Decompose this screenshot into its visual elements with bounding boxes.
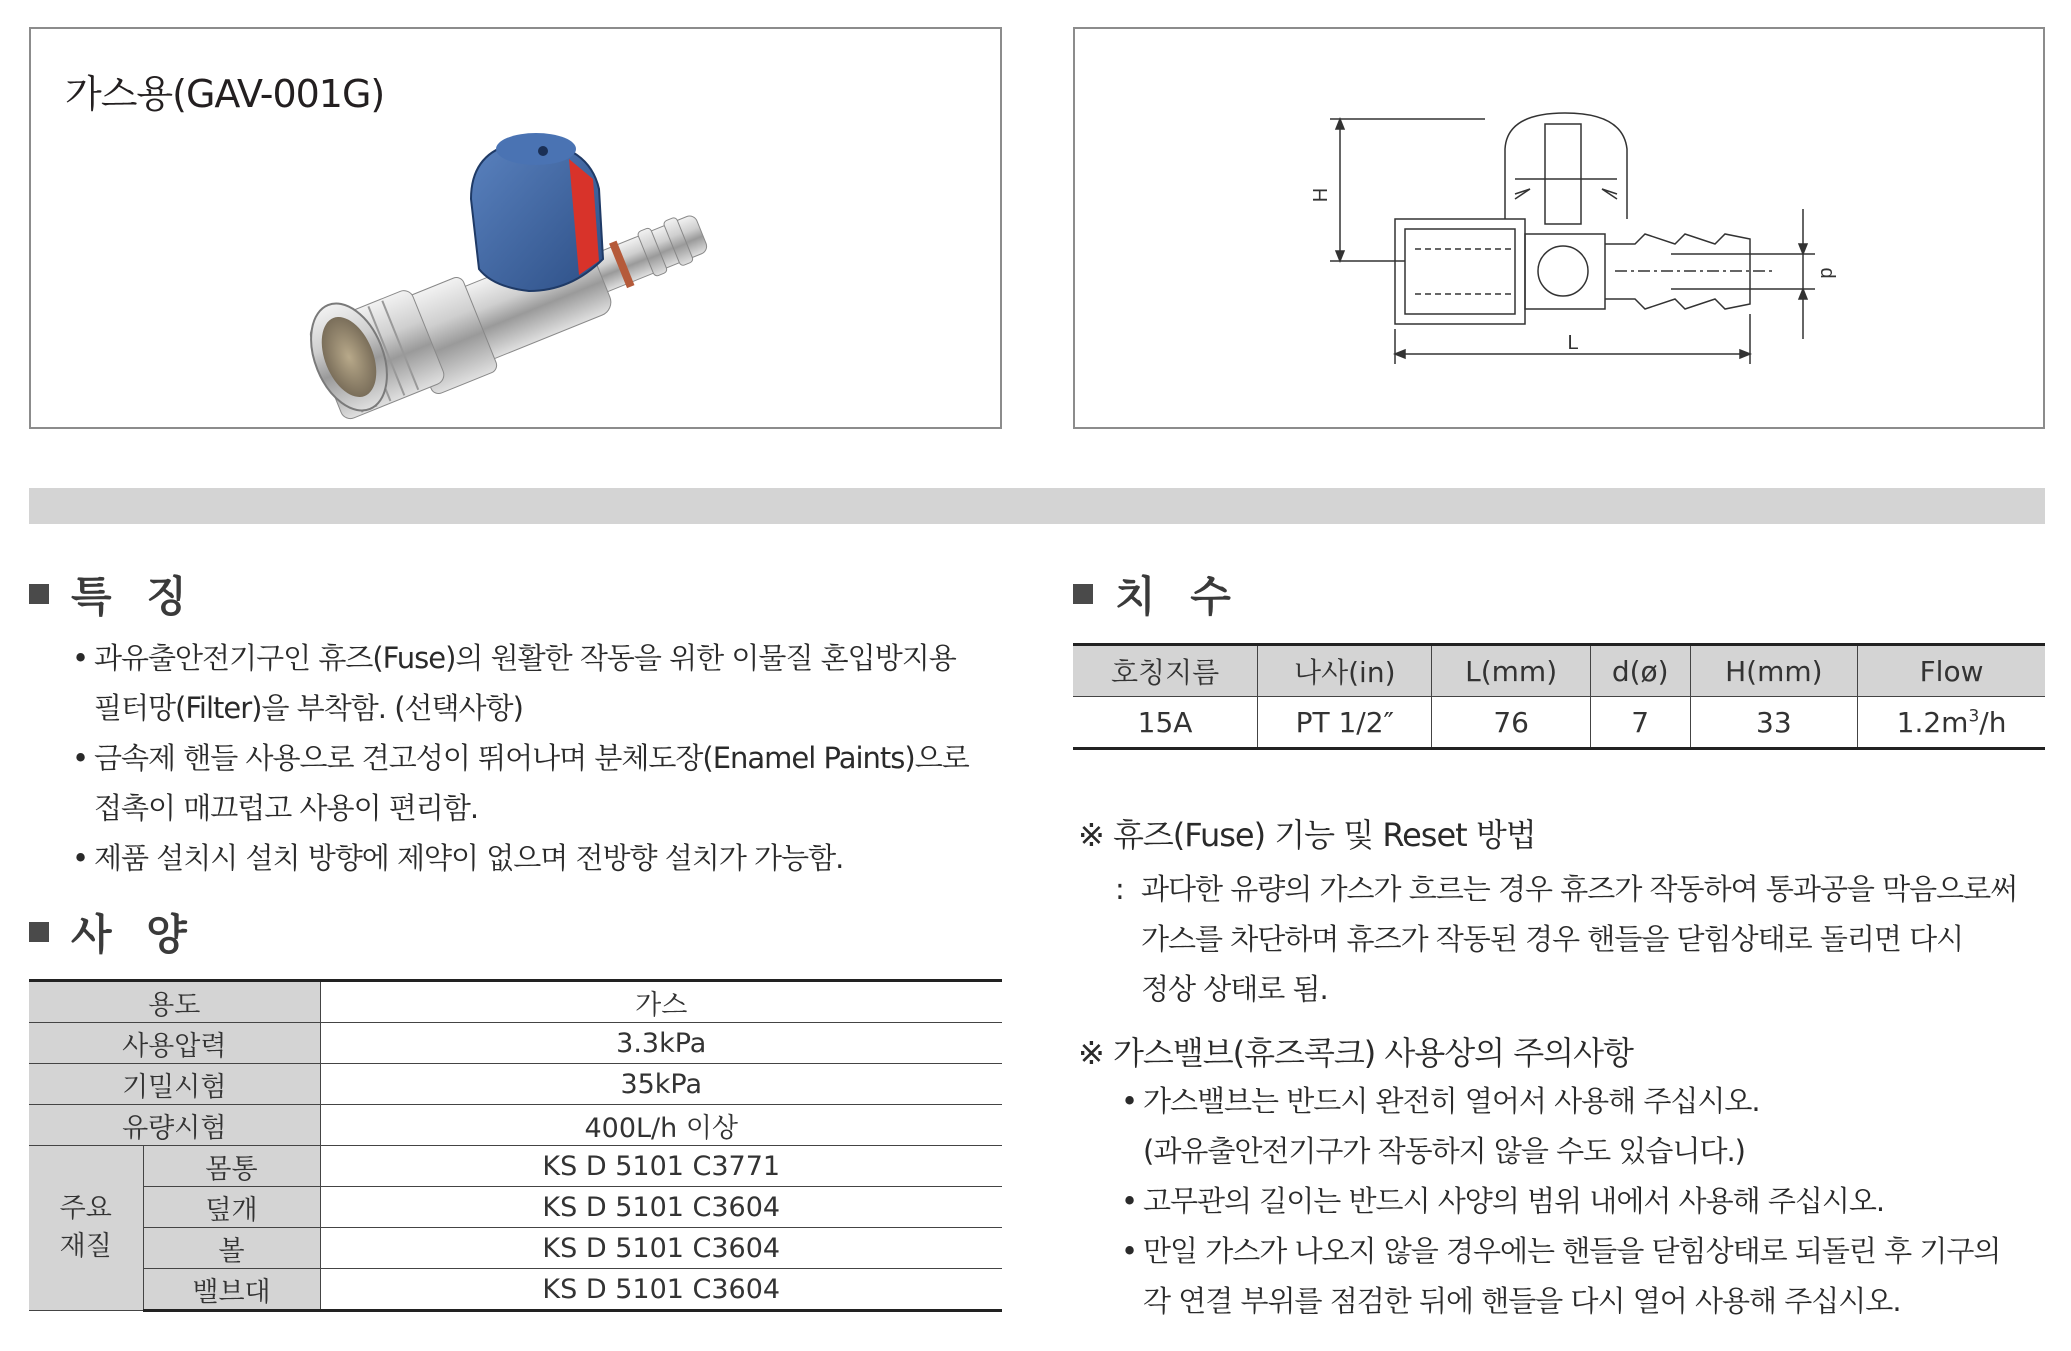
dimension-label-d: d <box>1816 267 1838 279</box>
caution-text: 가스밸브는 반드시 완전히 열어서 사용해 주십시오. <box>1143 1084 1760 1118</box>
table-header-row <box>1073 645 2045 697</box>
column-header: H(mm) <box>1690 645 1858 697</box>
feature-text: 과유출안전기구인 휴즈(Fuse)의 원활한 작동을 위한 이물질 혼입방지용 <box>94 641 956 675</box>
features-heading-text: 특 징 <box>71 572 197 621</box>
caution-list <box>1115 1076 2055 1326</box>
table-cell: PT 1/2″ <box>1258 697 1432 749</box>
column-header: 호칭지름 <box>1073 645 1258 697</box>
dimensions-heading <box>1073 564 1241 624</box>
spec-value: 400L/h 이상 <box>320 1105 1002 1146</box>
caution-text: 각 연결 부위를 점검한 뒤에 핸들을 다시 열어 사용해 주십시오. <box>1143 1284 1901 1318</box>
material-group-label <box>29 1146 143 1311</box>
table-cell: 7 <box>1590 697 1690 749</box>
spec-label: 사용압력 <box>29 1023 320 1064</box>
gas-valve-image <box>31 29 1000 427</box>
flow-value: 1.2m <box>1896 705 1969 739</box>
column-header: L(mm) <box>1432 645 1590 697</box>
caution-text: (과유출안전기구가 작동하지 않을 수도 있습니다.) <box>1143 1134 1745 1168</box>
caution-text: 고무관의 길이는 반드시 사양의 범위 내에서 사용해 주십시오. <box>1143 1184 1885 1218</box>
flow-cell <box>1858 697 2045 749</box>
table-row <box>29 981 1002 1023</box>
material-value: KS D 5101 C3604 <box>320 1228 1002 1269</box>
spec-label: 기밀시험 <box>29 1064 320 1105</box>
table-cell: 15A <box>1073 697 1258 749</box>
table-row <box>29 1187 1002 1228</box>
material-label: 몸통 <box>143 1146 320 1187</box>
product-title: 가스용(GAV-001G) <box>65 72 385 116</box>
caution-item-continued <box>1115 1276 2055 1326</box>
spec-label: 유량시험 <box>29 1105 320 1146</box>
dimensions-heading-text: 치 수 <box>1115 572 1241 621</box>
caution-text: 만일 가스가 나오지 않을 경우에는 핸들을 닫힘상태로 되돌린 후 기구의 <box>1143 1234 2001 1268</box>
table-row <box>29 1105 1002 1146</box>
material-label: 볼 <box>143 1228 320 1269</box>
spec-heading-text: 사 양 <box>71 910 197 959</box>
table-row <box>29 1064 1002 1105</box>
fuse-note-line <box>1115 864 2050 914</box>
material-label: 덮개 <box>143 1187 320 1228</box>
feature-text: 제품 설치시 설치 방향에 제약이 없으며 전방향 설치가 가능함. <box>94 841 844 875</box>
caution-title: ※ 가스밸브(휴즈콕크) 사용상의 주의사항 <box>1078 1034 1633 1072</box>
material-value: KS D 5101 C3771 <box>320 1146 1002 1187</box>
valve-cross-section-drawing <box>1075 29 2043 427</box>
table-cell: 76 <box>1432 697 1590 749</box>
fuse-note-colon: : <box>1115 872 1124 906</box>
column-header: d(ø) <box>1590 645 1690 697</box>
feature-text: 접촉이 매끄럽고 사용이 편리함. <box>94 791 479 825</box>
dimension-label-l: L <box>1567 332 1579 354</box>
square-bullet-icon <box>1073 584 1093 604</box>
spec-label: 용도 <box>29 981 320 1023</box>
column-header: 나사(in) <box>1258 645 1432 697</box>
fuse-note-line: 정상 상태로 됨. <box>1141 972 1328 1006</box>
features-list <box>66 633 1016 883</box>
table-row <box>29 1228 1002 1269</box>
spec-table <box>29 979 1002 1312</box>
caution-item-continued <box>1115 1126 2055 1176</box>
spec-value: 3.3kPa <box>320 1023 1002 1064</box>
table-cell: 33 <box>1690 697 1858 749</box>
material-group-line: 주요 <box>59 1193 112 1224</box>
table-row <box>29 1023 1002 1064</box>
dimensions-table <box>1073 643 2045 750</box>
feature-item <box>66 633 1016 683</box>
material-label: 밸브대 <box>143 1269 320 1311</box>
material-value: KS D 5101 C3604 <box>320 1187 1002 1228</box>
dimension-drawing-panel <box>1073 27 2045 429</box>
caution-item <box>1115 1176 2055 1226</box>
table-row <box>29 1146 1002 1187</box>
caution-item <box>1115 1076 2055 1126</box>
feature-item-continued <box>66 783 1016 833</box>
feature-text: 필터망(Filter)을 부착함. (선택사항) <box>94 691 523 725</box>
spec-heading <box>29 902 197 962</box>
flow-unit: /h <box>1979 705 2007 739</box>
fuse-note-title: ※ 휴즈(Fuse) 기능 및 Reset 방법 <box>1078 816 1536 854</box>
spec-value: 35kPa <box>320 1064 1002 1105</box>
table-row <box>1073 697 2045 749</box>
section-divider-band <box>29 488 2045 524</box>
material-group-line: 재질 <box>59 1231 112 1262</box>
product-photo-panel <box>29 27 1002 429</box>
spec-value: 가스 <box>320 981 1002 1023</box>
fuse-note-text: 과다한 유량의 가스가 흐르는 경우 휴즈가 작동하여 통과공을 막음으로써 <box>1141 872 2018 906</box>
flow-exponent: 3 <box>1968 706 1980 727</box>
feature-item-continued <box>66 683 1016 733</box>
square-bullet-icon <box>29 922 49 942</box>
features-heading <box>29 564 197 624</box>
fuse-note-line: 가스를 차단하며 휴즈가 작동된 경우 핸들을 닫힘상태로 돌리면 다시 <box>1141 922 1964 956</box>
square-bullet-icon <box>29 584 49 604</box>
column-header: Flow <box>1858 645 2045 697</box>
fuse-note-body <box>1115 864 2050 1014</box>
feature-text: 금속제 핸들 사용으로 견고성이 뛰어나며 분체도장(Enamel Paints)으로 <box>94 741 969 775</box>
dimension-label-h: H <box>1310 187 1332 203</box>
caution-item <box>1115 1226 2055 1276</box>
feature-item <box>66 733 1016 783</box>
table-row <box>29 1269 1002 1311</box>
feature-item <box>66 833 1016 883</box>
material-value: KS D 5101 C3604 <box>320 1269 1002 1311</box>
